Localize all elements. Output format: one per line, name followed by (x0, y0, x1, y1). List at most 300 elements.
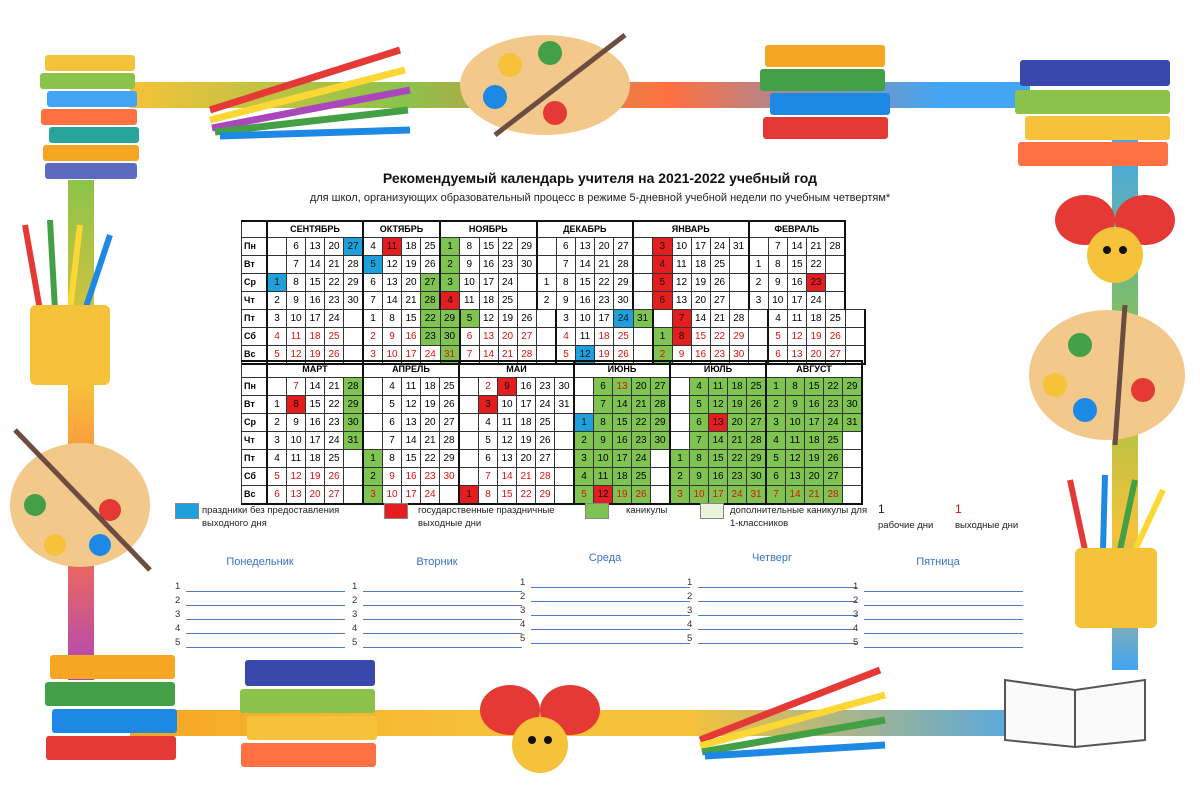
day-label: Сб (242, 328, 268, 346)
calendar-day-cell (651, 450, 671, 468)
calendar-day-cell: 24 (807, 292, 826, 310)
calendar-day-cell (537, 238, 557, 256)
calendar-day-cell (555, 432, 575, 450)
calendar-day-cell (344, 310, 364, 328)
legend-swatch-extra-vacation (700, 503, 724, 519)
planner-line[interactable] (175, 620, 345, 634)
calendar-day-cell: 29 (344, 396, 364, 414)
planner-line-number: 1 (175, 581, 181, 592)
calendar-day-cell (459, 378, 479, 396)
legend-workday-sample: 1 (878, 502, 885, 516)
planner-line[interactable] (853, 606, 1023, 620)
calendar-day-cell: 29 (729, 328, 749, 346)
calendar-day-cell: 25 (421, 238, 441, 256)
calendar-day-cell (537, 328, 557, 346)
calendar-day-cell: 23 (807, 274, 826, 292)
calendar-day-cell: 17 (517, 396, 536, 414)
weekday-title: Вторник (416, 556, 458, 568)
calendar-day-cell: 20 (805, 468, 824, 486)
calendar-day-cell: 10 (383, 486, 402, 505)
calendar-day-cell (843, 432, 863, 450)
calendar-day-cell: 18 (691, 256, 710, 274)
planner-line-number: 5 (853, 637, 859, 648)
calendar-day-cell: 1 (267, 274, 287, 292)
planner-line[interactable] (520, 616, 693, 630)
books-illustration-top-center (755, 35, 900, 145)
calendar-day-cell: 14 (306, 378, 325, 396)
day-label: Чт (242, 292, 268, 310)
calendar-day-cell: 29 (440, 450, 460, 468)
calendar-day-cell: 30 (344, 292, 364, 310)
planner-line[interactable] (352, 606, 522, 620)
calendar-day-cell: 24 (614, 310, 634, 328)
planner-line[interactable] (352, 620, 522, 634)
calendar-day-cell: 3 (363, 346, 383, 365)
planner-line-underline (531, 591, 693, 602)
planner-line[interactable] (687, 574, 857, 588)
day-label: Вт (242, 396, 268, 414)
calendar-day-cell: 10 (594, 450, 613, 468)
calendar-day-cell: 19 (421, 396, 440, 414)
calendar-day-cell: 16 (306, 292, 325, 310)
planner-line[interactable] (687, 602, 857, 616)
calendar-day-cell: 26 (824, 450, 843, 468)
calendar-day-cell: 27 (824, 468, 843, 486)
calendar-day-cell: 29 (517, 238, 537, 256)
calendar-day-cell: 9 (786, 396, 805, 414)
calendar-day-cell: 15 (576, 274, 595, 292)
calendar-day-cell: 26 (710, 274, 729, 292)
calendar-day-cell: 10 (768, 292, 788, 310)
calendar-day-cell: 9 (498, 378, 517, 396)
calendar-day-cell (267, 378, 287, 396)
calendar-day-cell: 12 (383, 256, 402, 274)
pencil-cup-illustration-right (1055, 470, 1175, 635)
day-label: Вт (242, 256, 268, 274)
calendar-day-cell: 14 (576, 256, 595, 274)
calendar-day-cell: 29 (747, 450, 767, 468)
calendar-day-cell: 22 (807, 256, 826, 274)
calendar-day-cell: 14 (613, 396, 632, 414)
month-header: АВГУСТ (766, 361, 862, 378)
calendar-day-cell: 1 (670, 450, 690, 468)
planner-line-number: 2 (687, 591, 693, 602)
calendar-day-cell: 22 (710, 328, 729, 346)
month-header: ИЮНЬ (574, 361, 670, 378)
calendar-day-cell: 13 (402, 414, 421, 432)
calendar-day-cell: 26 (440, 396, 460, 414)
calendar-day-cell: 18 (306, 450, 325, 468)
calendar-day-cell: 1 (653, 328, 673, 346)
calendar-day-cell: 23 (498, 256, 517, 274)
planner-line[interactable] (175, 634, 345, 648)
calendar-day-cell: 14 (709, 432, 728, 450)
calendar-day-cell: 28 (614, 256, 634, 274)
calendar-day-cell (267, 256, 287, 274)
calendar-day-cell: 6 (267, 486, 287, 505)
calendar-day-cell: 19 (306, 346, 325, 365)
calendar-day-cell: 20 (325, 238, 344, 256)
calendar-day-cell: 11 (576, 328, 595, 346)
planner-line-underline (363, 581, 522, 592)
calendar-day-cell: 14 (479, 346, 498, 365)
calendar-day-cell: 15 (788, 256, 807, 274)
weekday-column (853, 556, 1023, 648)
planner-line-underline (531, 577, 693, 588)
calendar-day-cell: 13 (788, 346, 807, 365)
calendar-day-cell: 9 (383, 468, 402, 486)
planner-line-underline (531, 633, 693, 644)
calendar-day-cell: 5 (383, 396, 402, 414)
planner-line[interactable] (175, 592, 345, 606)
calendar-day-cell: 12 (479, 310, 498, 328)
calendar-day-cell (729, 274, 749, 292)
calendar-day-cell: 22 (632, 414, 651, 432)
calendar-day-cell (845, 328, 865, 346)
calendar-day-cell: 23 (728, 468, 747, 486)
calendar-day-cell: 22 (517, 486, 536, 505)
calendar-day-cell: 5 (363, 256, 383, 274)
calendar-day-cell (843, 468, 863, 486)
planner-line[interactable] (520, 630, 693, 644)
calendar-day-cell (555, 450, 575, 468)
planner-line-underline (186, 581, 345, 592)
calendar-day-cell: 17 (402, 486, 421, 505)
calendar-day-cell: 21 (325, 256, 344, 274)
calendar-day-cell: 2 (749, 274, 769, 292)
calendar-day-cell: 2 (670, 468, 690, 486)
calendar-day-cell: 4 (574, 468, 594, 486)
calendar-day-cell: 16 (306, 414, 325, 432)
calendar-day-cell: 23 (632, 432, 651, 450)
calendar-day-cell: 28 (651, 396, 671, 414)
calendar-day-cell: 31 (633, 310, 653, 328)
planner-line-underline (864, 609, 1023, 620)
corner-cell (242, 361, 268, 378)
calendar-day-cell: 21 (498, 346, 517, 365)
planner-line-number: 5 (520, 633, 526, 644)
calendar-day-cell: 28 (826, 238, 846, 256)
calendar-day-cell: 5 (267, 346, 287, 365)
calendar-day-cell: 24 (824, 414, 843, 432)
calendar-day-cell: 12 (788, 328, 807, 346)
calendar-day-cell: 12 (402, 396, 421, 414)
planner-line-underline (363, 623, 522, 634)
page-title: Рекомендуемый календарь учителя на 2021-2022 учебный год (382, 170, 818, 186)
planner-line[interactable] (175, 606, 345, 620)
calendar-day-cell (459, 450, 479, 468)
calendar-day-cell: 7 (479, 468, 498, 486)
calendar-day-cell: 28 (517, 346, 537, 365)
calendar-day-cell: 7 (672, 310, 691, 328)
calendar-day-cell (633, 328, 653, 346)
calendar-day-cell: 25 (614, 328, 634, 346)
calendar-day-cell: 3 (574, 450, 594, 468)
month-header: АПРЕЛЬ (363, 361, 459, 378)
planner-line[interactable] (520, 574, 693, 588)
planner-line[interactable] (352, 634, 522, 648)
calendar-day-cell: 25 (632, 468, 651, 486)
planner-line-number: 2 (853, 595, 859, 606)
calendar-day-cell: 5 (574, 486, 594, 505)
calendar-day-cell: 14 (306, 256, 325, 274)
calendar-day-cell: 29 (651, 414, 671, 432)
calendar-day-cell: 10 (786, 414, 805, 432)
calendar-day-cell: 21 (402, 292, 421, 310)
calendar-day-cell: 31 (555, 396, 575, 414)
calendar-second-half (241, 360, 863, 505)
calendar-day-cell: 11 (672, 256, 691, 274)
calendar-day-cell: 11 (402, 378, 421, 396)
planner-line-underline (531, 619, 693, 630)
calendar-day-cell: 26 (632, 486, 651, 505)
calendar-day-cell: 26 (826, 328, 846, 346)
calendar-day-cell: 31 (843, 414, 863, 432)
calendar-day-cell: 1 (440, 238, 460, 256)
calendar-day-cell: 21 (728, 432, 747, 450)
calendar-day-cell: 17 (691, 238, 710, 256)
calendar-day-cell: 5 (479, 432, 498, 450)
planner-line-number: 3 (352, 609, 358, 620)
legend-swatch-holiday (175, 503, 199, 519)
calendar-day-cell: 14 (691, 310, 710, 328)
planner-line[interactable] (853, 592, 1023, 606)
planner-line[interactable] (520, 602, 693, 616)
weekday-column (352, 556, 522, 648)
planner-line[interactable] (853, 620, 1023, 634)
calendar-day-cell: 24 (421, 346, 441, 365)
calendar-day-cell (537, 310, 557, 328)
calendar-day-cell: 19 (805, 450, 824, 468)
calendar-day-cell: 22 (421, 310, 441, 328)
planner-line-number: 5 (175, 637, 181, 648)
calendar-day-cell: 1 (537, 274, 557, 292)
calendar-day-cell: 10 (498, 396, 517, 414)
calendar-day-cell: 9 (287, 292, 306, 310)
calendar-day-cell: 6 (594, 378, 613, 396)
calendar-day-cell (843, 486, 863, 505)
calendar-day-cell: 20 (728, 414, 747, 432)
calendar-day-cell: 25 (498, 292, 517, 310)
weekday-column (687, 552, 857, 644)
calendar-day-cell: 8 (383, 450, 402, 468)
calendar-day-cell: 28 (729, 310, 749, 328)
month-header: МАЙ (459, 361, 574, 378)
calendar-day-cell: 2 (363, 328, 383, 346)
calendar-day-cell (517, 274, 537, 292)
calendar-day-cell (574, 396, 594, 414)
calendar-day-cell (826, 274, 846, 292)
calendar-day-cell: 15 (402, 450, 421, 468)
calendar-day-cell: 8 (383, 310, 402, 328)
calendar-day-cell: 19 (807, 328, 826, 346)
planner-line-underline (186, 609, 345, 620)
calendar-day-cell: 18 (402, 238, 421, 256)
calendar-day-cell: 31 (729, 238, 749, 256)
calendar-day-cell: 18 (421, 378, 440, 396)
calendar-day-cell: 28 (344, 378, 364, 396)
planner-line-underline (698, 591, 857, 602)
planner-line[interactable] (687, 630, 857, 644)
calendar-day-cell: 23 (325, 292, 344, 310)
day-label: Сб (242, 468, 268, 486)
calendar-day-cell: 18 (613, 468, 632, 486)
planner-line-number: 2 (352, 595, 358, 606)
calendar-day-cell: 18 (805, 432, 824, 450)
calendar-day-cell: 30 (344, 414, 364, 432)
calendar-day-cell: 27 (421, 274, 441, 292)
planner-line[interactable] (687, 588, 857, 602)
calendar-day-cell (670, 378, 690, 396)
legend-label-extra-vacation: дополнительные каникулы для 1-классников (730, 505, 868, 529)
calendar-day-cell: 3 (670, 486, 690, 505)
calendar-day-cell: 4 (479, 414, 498, 432)
calendar-day-cell: 30 (651, 432, 671, 450)
planner-line[interactable] (352, 592, 522, 606)
planner-line-number: 1 (352, 581, 358, 592)
calendar-day-cell: 19 (613, 486, 632, 505)
planner-line[interactable] (352, 578, 522, 592)
calendar-day-cell: 3 (267, 432, 287, 450)
calendar-day-cell: 4 (768, 310, 788, 328)
calendar-day-cell: 21 (517, 468, 536, 486)
planner-line[interactable] (175, 578, 345, 592)
planner-line-number: 1 (520, 577, 526, 588)
calendar-day-cell: 5 (766, 450, 786, 468)
calendar-day-cell: 28 (344, 256, 364, 274)
calendar-day-cell: 19 (306, 468, 325, 486)
calendar-day-cell: 3 (363, 486, 383, 505)
planner-line-number: 5 (352, 637, 358, 648)
month-header: ИЮЛЬ (670, 361, 766, 378)
calendar-day-cell: 26 (325, 468, 344, 486)
calendar-day-cell: 19 (728, 396, 747, 414)
calendar-day-cell: 29 (344, 274, 364, 292)
calendar-day-cell: 24 (325, 432, 344, 450)
calendar-day-cell: 26 (614, 346, 634, 365)
calendar-day-cell (729, 256, 749, 274)
calendar-day-cell: 25 (325, 328, 344, 346)
planner-line-number: 3 (853, 609, 859, 620)
planner-line-number: 5 (687, 633, 693, 644)
calendar-day-cell: 14 (788, 238, 807, 256)
calendar-day-cell: 6 (363, 274, 383, 292)
calendar-day-cell: 23 (421, 468, 440, 486)
calendar-day-cell (537, 256, 557, 274)
calendar-day-cell: 13 (287, 486, 306, 505)
calendar-day-cell: 10 (287, 432, 306, 450)
calendar-day-cell (517, 292, 537, 310)
calendar-day-cell: 6 (383, 414, 402, 432)
calendar-day-cell: 14 (402, 432, 421, 450)
weekday-title: Среда (588, 552, 622, 564)
calendar-day-cell: 17 (709, 486, 728, 505)
calendar-day-cell: 24 (536, 396, 555, 414)
calendar-day-cell: 12 (786, 450, 805, 468)
planner-line-underline (698, 633, 857, 644)
planner-line-number: 1 (687, 577, 693, 588)
calendar-day-cell (633, 274, 653, 292)
calendar-day-cell: 28 (824, 486, 843, 505)
pencil-cup-illustration-left (10, 215, 125, 390)
calendar-day-cell: 11 (788, 310, 807, 328)
calendar-day-cell: 6 (690, 414, 709, 432)
calendar-day-cell: 8 (460, 238, 480, 256)
planner-line[interactable] (520, 588, 693, 602)
planner-line[interactable] (853, 578, 1023, 592)
calendar-day-cell: 10 (383, 346, 402, 365)
calendar-day-cell: 3 (749, 292, 769, 310)
calendar-day-cell: 10 (460, 274, 480, 292)
calendar-day-cell: 2 (479, 378, 498, 396)
planner-line-underline (531, 605, 693, 616)
planner-line[interactable] (687, 616, 857, 630)
calendar-day-cell: 27 (826, 346, 846, 365)
calendar-day-cell: 15 (402, 310, 421, 328)
calendar-day-cell: 5 (556, 346, 576, 365)
calendar-day-cell: 19 (402, 256, 421, 274)
calendar-day-cell (749, 310, 769, 328)
calendar-day-cell: 24 (325, 310, 344, 328)
calendar-day-cell: 21 (632, 396, 651, 414)
month-header: СЕНТЯБРЬ (267, 221, 363, 238)
calendar-day-cell (826, 256, 846, 274)
calendar-day-cell: 31 (344, 432, 364, 450)
calendar-day-cell: 8 (690, 450, 709, 468)
month-header: ЯНВАРЬ (633, 221, 749, 238)
calendar-day-cell: 30 (614, 292, 634, 310)
calendar-day-cell: 22 (498, 238, 517, 256)
calendar-day-cell: 29 (843, 378, 863, 396)
calendar-day-cell (670, 432, 690, 450)
calendar-day-cell: 27 (536, 450, 555, 468)
calendar-day-cell: 10 (672, 238, 691, 256)
calendar-day-cell: 1 (267, 396, 287, 414)
calendar-day-cell: 7 (287, 256, 306, 274)
calendar-day-cell: 30 (843, 396, 863, 414)
planner-line[interactable] (853, 634, 1023, 648)
legend-workday-label: рабочие дни (878, 520, 934, 531)
calendar-day-cell: 26 (517, 310, 537, 328)
calendar-day-cell (344, 450, 364, 468)
calendar-day-cell: 2 (537, 292, 557, 310)
calendar-day-cell (633, 256, 653, 274)
calendar-day-cell: 17 (788, 292, 807, 310)
calendar-day-cell (574, 378, 594, 396)
day-label: Пн (242, 378, 268, 396)
calendar-day-cell: 21 (710, 310, 729, 328)
palette-illustration-left (5, 420, 160, 575)
palette-illustration-top (455, 25, 640, 140)
calendar-day-cell: 3 (653, 238, 673, 256)
calendar-day-cell: 6 (653, 292, 673, 310)
calendar-day-cell: 28 (421, 292, 441, 310)
calendar-day-cell: 9 (383, 328, 402, 346)
calendar-day-cell: 1 (459, 486, 479, 505)
calendar-day-cell: 29 (614, 274, 634, 292)
calendar-day-cell: 24 (632, 450, 651, 468)
calendar-day-cell: 1 (363, 450, 383, 468)
planner-line-number: 4 (175, 623, 181, 634)
calendar-day-cell: 16 (691, 346, 710, 365)
calendar-day-cell: 17 (613, 450, 632, 468)
calendar-day-cell: 7 (690, 432, 709, 450)
calendar-day-cell: 14 (786, 486, 805, 505)
calendar-day-cell: 22 (325, 396, 344, 414)
calendar-day-cell: 1 (574, 414, 594, 432)
calendar-day-cell: 28 (536, 468, 555, 486)
calendar-day-cell: 16 (517, 378, 536, 396)
